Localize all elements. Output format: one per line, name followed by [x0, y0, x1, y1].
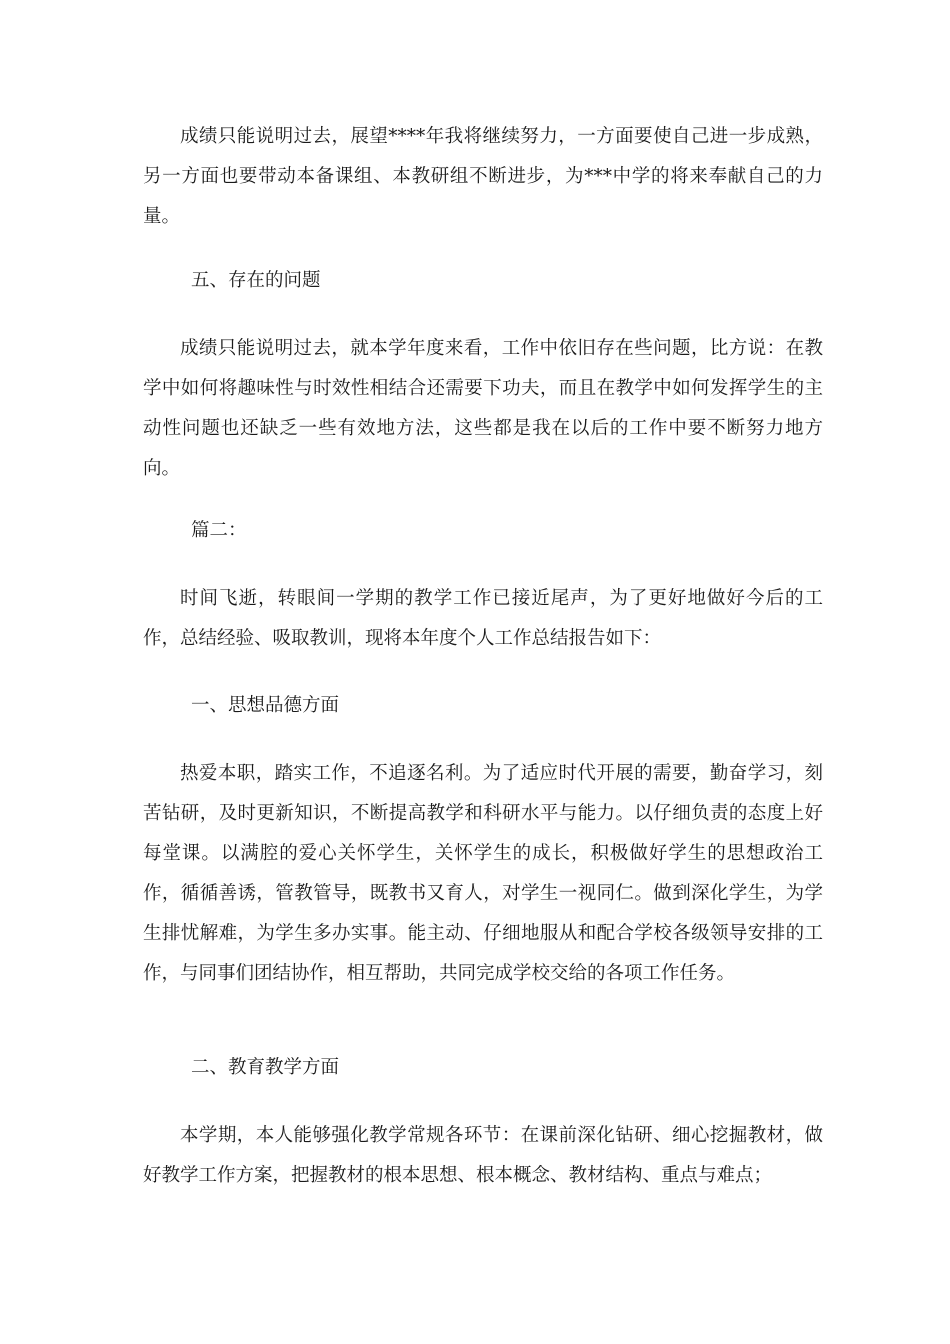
section-heading: 一、思想品德方面	[191, 695, 340, 716]
body-paragraph: 热爱本职，踏实工作，不追逐名利。为了适应时代开展的需要，勤奋学习，刻苦钻研，及时更新知识，不断提高教学和科研水平与能力。以仔细负责的态度上好每堂课。以满腔的爱心关怀学生，关怀学生的成长，积极做好学生的思想政治工作，循循善诱，管教管导，既教书又育人，对学生一视同仁。做到深化学生，为学生排忧解难，为学生多办实事。能主动、仔细地服从和配合学校各级领导安排的工作，与同事们团结协作，相互帮助，共同完成学校交给的各项工作任务。	[143, 763, 823, 984]
section-heading: 二、教育教学方面	[191, 1057, 340, 1078]
section-heading: 五、存在的问题	[191, 270, 321, 291]
body-paragraph: 成绩只能说明过去，就本学年度来看，工作中依旧存在些问题，比方说：在教学中如何将趣味性与时效性相结合还需要下功夫，而且在教学中如何发挥学生的主动性问题也还缺乏一些有效地方法，这些都是我在以后的工作中要不断努力地方向。	[143, 338, 823, 479]
body-paragraph: 本学期，本人能够强化教学常规各环节：在课前深化钻研、细心挖掘教材，做好教学工作方案，把握教材的根本思想、根本概念、教材结构、重点与难点；	[143, 1125, 823, 1186]
body-paragraph: 时间飞逝，转眼间一学期的教学工作已接近尾声，为了更好地做好今后的工作，总结经验、吸取教训，现将本年度个人工作总结报告如下：	[143, 588, 823, 649]
body-paragraph: 成绩只能说明过去，展望****年我将继续努力，一方面要使自己进一步成熟，另一方面也要带动本备课组、本教研组不断进步，为***中学的将来奉献自己的力量。	[143, 126, 823, 227]
part-heading: 篇二：	[191, 520, 247, 541]
